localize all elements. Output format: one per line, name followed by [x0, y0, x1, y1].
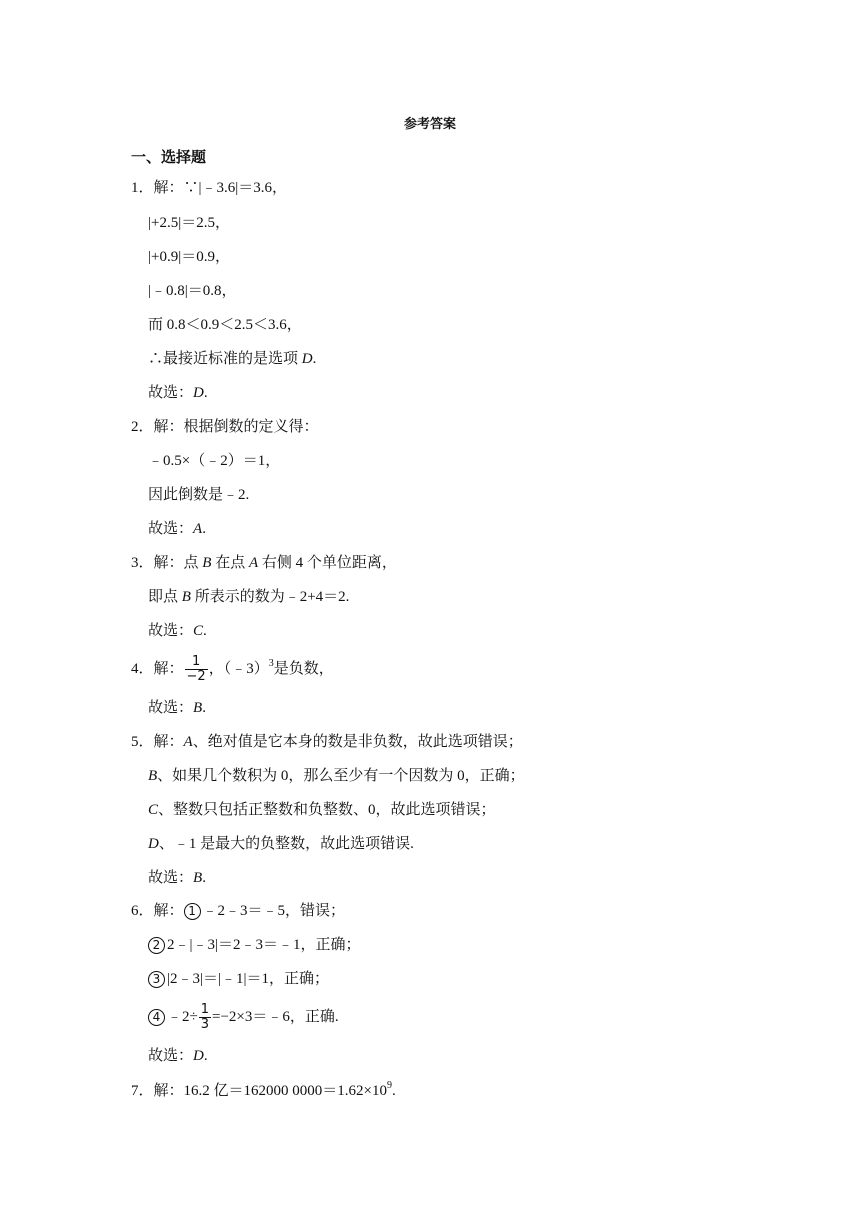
q7-number: 7． [131, 1083, 154, 1099]
q7-line-1: 7．解：16.2 亿＝162000 $0000=1.62\times 10^9$. [131, 1080, 396, 1099]
q6-answer: 故选：D. [148, 1048, 208, 1064]
q1-answer: 故选：D. [148, 385, 208, 401]
q5-line-1: 5．解：A、绝对值是它本身的数是非负数，故此选项错误； [131, 734, 523, 750]
q1-number: 1． [131, 180, 154, 196]
q6-line-3: 3 |2﹣3|＝|﹣1|＝1，正确； [148, 969, 329, 989]
q3-answer: 故选：C. [148, 623, 207, 639]
circled-number-3: 3 [148, 971, 165, 988]
fraction: $\frac{1}{3}$ [200, 1002, 210, 1033]
q5-line-4: D、﹣1 是最大的负整数，故此选项错误. [148, 836, 414, 852]
q5-number: 5． [131, 734, 154, 750]
q2-line-2: ﹣0.5×（﹣2）＝1， [148, 453, 281, 469]
q1-line-5: 而 0.8＜0.9＜2.5＜3.6， [148, 317, 302, 333]
q1-line-2: |+2.5|＝2.5， [148, 215, 230, 231]
q5-line-2: B、如果几个数积为 0，那么至少有一个因数为 0，正确； [148, 768, 525, 784]
q1-line-6: ∴最接近标准的是选项 D. [148, 351, 317, 367]
q2-line-3: 因此倒数是﹣2. [148, 487, 250, 503]
q6-number: 6． [131, 903, 154, 919]
q5-answer: 故选：B. [148, 870, 206, 886]
q4-line-1: 4．解： $\frac{1}{-2}$ ，（﹣3）$^3$是负数， [131, 654, 334, 685]
q2-number: 2． [131, 419, 154, 435]
q6-line-2: 2 2﹣|﹣3|＝2﹣3＝﹣1，正确； [148, 935, 361, 955]
q3-line-1: 3．解：点 B 在点 A 右侧 4 个单位距离， [131, 555, 397, 571]
circled-number-4: 4 [148, 1009, 165, 1026]
q3-line-2: 即点 B 所表示的数为﹣2+4＝2. [148, 589, 350, 605]
q1-line-1: 1．解：∵|﹣3.6|＝3.6， [131, 180, 288, 196]
q6-line-4: 4 ﹣2÷ $\frac{1}{3}$ =−2×3＝﹣6，正确. [148, 1001, 339, 1033]
q2-line-1: 2．解：根据倒数的定义得： [131, 419, 319, 435]
fraction: $\frac{1}{-2}$ [186, 654, 206, 685]
circled-number-1: 1 [184, 903, 201, 920]
q1-line-4: |﹣0.8|＝0.8， [148, 283, 237, 299]
q4-number: 4． [131, 661, 154, 677]
circled-number-2: 2 [148, 937, 165, 954]
q3-number: 3． [131, 555, 154, 571]
section-heading: 一、选择题 [131, 148, 207, 166]
q1-line-3: |+0.9|＝0.9， [148, 249, 230, 265]
q4-answer: 故选：B. [148, 700, 206, 716]
q5-line-3: C、整数只包括正整数和负整数、0，故此选项错误； [148, 802, 496, 818]
q2-answer: 故选：A. [148, 521, 206, 537]
q6-line-1: 6．解： 1 ﹣2﹣3＝﹣5，错误； [131, 903, 346, 919]
page-title: 参考答案 [403, 117, 456, 132]
